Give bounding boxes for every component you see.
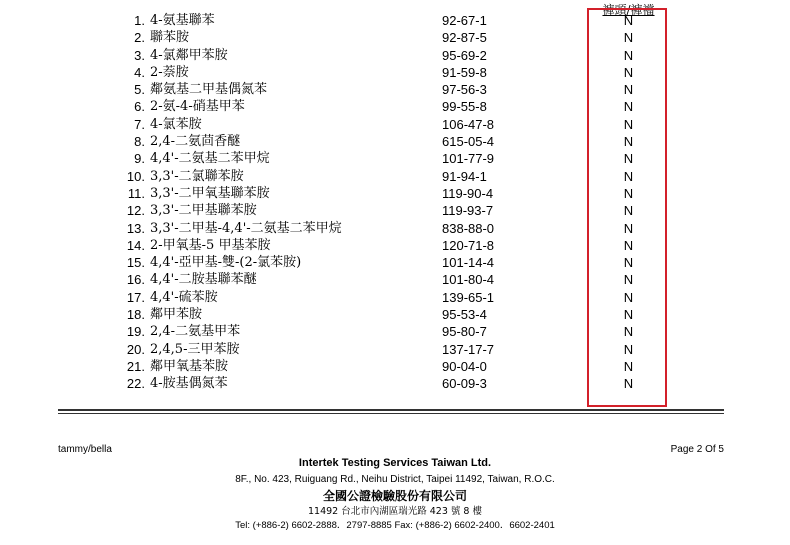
address-en: 8F., No. 423, Ruiguang Rd., Neihu District, Taipei 11492, Taiwan, R.O.C. <box>235 474 555 485</box>
row-number: 14. <box>126 237 145 253</box>
contact-line: Tel: (+886-2) 6602-2888．2797-8885 Fax: (+886-2) 6602-2400．6602-2401 <box>235 520 555 531</box>
row-number: 19. <box>126 324 145 340</box>
result-value: N <box>623 64 634 80</box>
chemical-name: 4,4'-二氨基二苯甲烷 <box>150 151 270 167</box>
result-value: N <box>623 203 634 219</box>
result-value: N <box>623 168 634 184</box>
cas-number: 91-59-8 <box>442 64 487 80</box>
cas-number: 99-55-8 <box>442 99 487 115</box>
row-number: 4. <box>134 64 145 80</box>
cas-number: 119-90-4 <box>442 185 494 201</box>
cas-number: 95-80-7 <box>442 324 487 340</box>
chemical-name: 3,3'-二甲氧基聯苯胺 <box>150 185 270 201</box>
cas-number: 106-47-8 <box>442 116 495 132</box>
table-row <box>0 185 790 202</box>
row-number: 9. <box>134 151 145 167</box>
table-row <box>0 271 790 288</box>
cas-number: 92-67-1 <box>442 13 487 28</box>
cas-number: 101-80-4 <box>442 272 495 288</box>
chemical-name: 聯苯胺 <box>150 30 190 46</box>
result-column-header: 褲頭/褲襠 <box>602 3 655 17</box>
table-row <box>0 237 790 254</box>
table-row <box>0 375 790 392</box>
chemical-name: 4,4'-硫苯胺 <box>150 289 218 305</box>
cas-number: 838-88-0 <box>442 220 495 236</box>
chemical-name: 4-胺基偶氮苯 <box>150 376 228 392</box>
table-row <box>0 150 790 167</box>
result-value: N <box>623 272 634 288</box>
result-value: N <box>623 99 634 115</box>
result-value: N <box>623 289 634 305</box>
chemical-name: 2,4,5-三甲苯胺 <box>150 341 240 357</box>
address-zh: 11492 台北市內湖區瑞光路 423 號 8 樓 <box>308 506 482 517</box>
chemical-name: 4,4'-二胺基聯苯醚 <box>150 272 257 288</box>
row-number: 15. <box>126 255 145 271</box>
chemical-name: 3,3'-二甲基-4,4'-二氨基二苯甲烷 <box>150 220 342 236</box>
table-row <box>0 358 790 375</box>
table-row <box>0 47 790 64</box>
row-number: 21. <box>126 358 145 374</box>
table-row <box>0 12 790 29</box>
cas-number: 95-53-4 <box>442 307 487 323</box>
test-results-table <box>0 3 790 393</box>
chemical-name: 4-氯鄰甲苯胺 <box>150 47 228 63</box>
table-row <box>0 289 790 306</box>
table-row <box>0 220 790 237</box>
chemical-name: 4-氨基聯苯 <box>150 13 215 28</box>
chemical-name: 鄰氨基二甲基偶氮苯 <box>150 82 268 98</box>
result-value: N <box>623 151 634 167</box>
chemical-name: 2-氨-4-硝基甲苯 <box>150 99 245 115</box>
cas-number: 95-69-2 <box>442 47 487 63</box>
table-row <box>0 98 790 115</box>
chemical-name: 2,4-二氨基甲苯 <box>150 324 241 340</box>
row-number: 11. <box>127 185 145 201</box>
page-number: Page 2 Of 5 <box>670 444 724 455</box>
row-number: 16. <box>126 272 145 288</box>
cas-number: 119-93-7 <box>442 203 494 219</box>
divider-thick <box>58 409 724 411</box>
table-row <box>0 254 790 271</box>
cas-number: 137-17-7 <box>442 341 495 357</box>
result-value: N <box>623 185 634 201</box>
result-value: N <box>623 13 634 28</box>
table-row <box>0 168 790 185</box>
row-number: 1. <box>134 13 145 28</box>
chemical-name: 4-氯苯胺 <box>150 116 202 132</box>
row-number: 2. <box>134 30 145 46</box>
table-row <box>0 202 790 219</box>
chemical-name: 3,3'-二甲基聯苯胺 <box>150 203 257 219</box>
result-value: N <box>623 220 634 236</box>
cas-number: 101-14-4 <box>442 255 495 271</box>
result-value: N <box>623 116 634 132</box>
table-row <box>0 323 790 340</box>
divider-thin <box>58 413 724 414</box>
row-number: 7. <box>134 116 145 132</box>
chemical-name: 2-甲氧基-5 甲基苯胺 <box>150 237 271 253</box>
result-value: N <box>623 237 634 253</box>
result-value: N <box>623 134 634 150</box>
result-value: N <box>623 255 634 271</box>
result-value: N <box>623 82 634 98</box>
company-name-en: Intertek Testing Services Taiwan Ltd. <box>298 457 492 469</box>
table-row <box>0 341 790 358</box>
chemical-name: 4,4'-亞甲基-雙-(2-氯苯胺) <box>150 255 302 271</box>
row-number: 3. <box>134 47 145 63</box>
result-value: N <box>623 358 634 374</box>
result-value: N <box>623 324 634 340</box>
row-number: 13. <box>126 220 145 236</box>
row-number: 12. <box>126 203 145 219</box>
table-row <box>0 64 790 81</box>
table-row <box>0 306 790 323</box>
row-number: 5. <box>134 82 145 98</box>
chemical-name: 3,3'-二氯聯苯胺 <box>150 168 244 184</box>
chemical-name: 鄰甲氧基苯胺 <box>150 358 229 374</box>
chemical-name: 2,4-二氨茴香醚 <box>150 134 241 150</box>
result-value: N <box>623 307 634 323</box>
author-label: tammy/bella <box>58 444 112 455</box>
cas-number: 97-56-3 <box>442 82 487 98</box>
table-row <box>0 116 790 133</box>
result-value: N <box>623 30 634 46</box>
table-row <box>0 29 790 46</box>
table-row <box>0 81 790 98</box>
cas-number: 120-71-8 <box>442 237 495 253</box>
row-number: 18. <box>126 307 145 323</box>
row-number: 6. <box>134 99 145 115</box>
chemical-name: 2-萘胺 <box>150 64 189 80</box>
row-number: 10. <box>126 168 145 184</box>
cas-number: 101-77-9 <box>442 151 495 167</box>
table-row <box>0 133 790 150</box>
row-number: 17. <box>126 289 145 305</box>
cas-number: 90-04-0 <box>442 358 487 374</box>
row-number: 22. <box>126 376 145 392</box>
cas-number: 615-05-4 <box>442 134 495 150</box>
chemical-name: 鄰甲苯胺 <box>150 307 203 323</box>
result-value: N <box>623 341 634 357</box>
cas-number: 92-87-5 <box>442 30 487 46</box>
company-name-zh: 全國公證檢驗股份有限公司 <box>322 489 467 503</box>
cas-number: 91-94-1 <box>442 168 487 184</box>
cas-number: 139-65-1 <box>442 289 495 305</box>
row-number: 8. <box>134 134 145 150</box>
result-value: N <box>623 376 634 392</box>
result-value: N <box>623 47 634 63</box>
cas-number: 60-09-3 <box>442 376 487 392</box>
row-number: 20. <box>126 341 145 357</box>
